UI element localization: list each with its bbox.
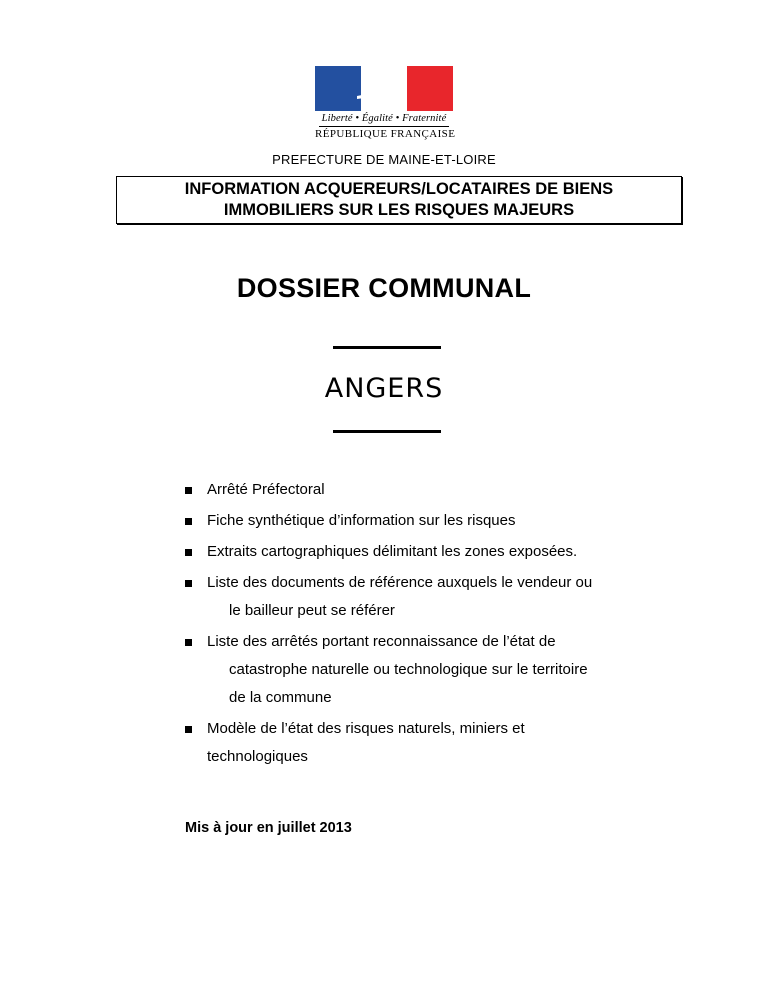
square-bullet-icon: [185, 518, 192, 525]
update-date: Mis à jour en juillet 2013: [185, 820, 352, 836]
list-item: [185, 476, 705, 504]
prefecture-heading: PREFECTURE DE MAINE-ET-LOIRE: [272, 152, 496, 167]
square-bullet-icon: [185, 487, 192, 494]
square-bullet-icon: [185, 726, 192, 733]
list-item: [185, 538, 705, 566]
title-divider-top: [333, 346, 441, 349]
square-bullet-icon: [185, 639, 192, 646]
document-list: [185, 476, 705, 774]
list-item: [185, 715, 705, 771]
tricolor-flag: [315, 66, 453, 111]
list-item-text-continued: de la commune: [229, 689, 332, 706]
list-item-text: Modèle de l’état des risques naturels, miniers et: [207, 720, 525, 737]
square-bullet-icon: [185, 549, 192, 556]
dossier-title: DOSSIER COMMUNAL: [236, 273, 532, 303]
list-item-text: Liste des arrêtés portant reconnaissance de l’état de: [207, 633, 556, 650]
motto-text: Liberté • Égalité • Fraternité: [321, 113, 447, 124]
list-item-text-continued: catastrophe naturelle ou technologique sur le territoire: [229, 661, 588, 678]
commune-name: ANGERS: [324, 373, 444, 404]
list-item-text-continued: technologiques: [207, 748, 308, 765]
list-item-text: Extraits cartographiques délimitant les zones exposées.: [207, 543, 578, 560]
square-bullet-icon: [185, 580, 192, 587]
info-title-box: [116, 176, 682, 224]
republique-francaise-logo: [315, 66, 456, 140]
list-item-text: Fiche synthétique d’information sur les risques: [207, 512, 516, 529]
republic-text: RÉPUBLIQUE FRANÇAISE: [315, 128, 456, 140]
info-title-line-2: IMMOBILIERS SUR LES RISQUES MAJEURS: [223, 201, 575, 219]
marianne-icon: [339, 66, 417, 111]
info-title-line-1: INFORMATION ACQUEREURS/LOCATAIRES DE BIENS: [184, 180, 614, 198]
list-item: [185, 628, 705, 712]
list-item: [185, 507, 705, 535]
list-item-text: Liste des documents de référence auxquels le vendeur ou: [207, 574, 593, 591]
list-item: [185, 569, 705, 625]
title-divider-bottom: [333, 430, 441, 433]
list-item-text: Arrêté Préfectoral: [207, 481, 325, 498]
logo-divider: [319, 126, 449, 127]
list-item-text-continued: le bailleur peut se référer: [229, 602, 395, 619]
